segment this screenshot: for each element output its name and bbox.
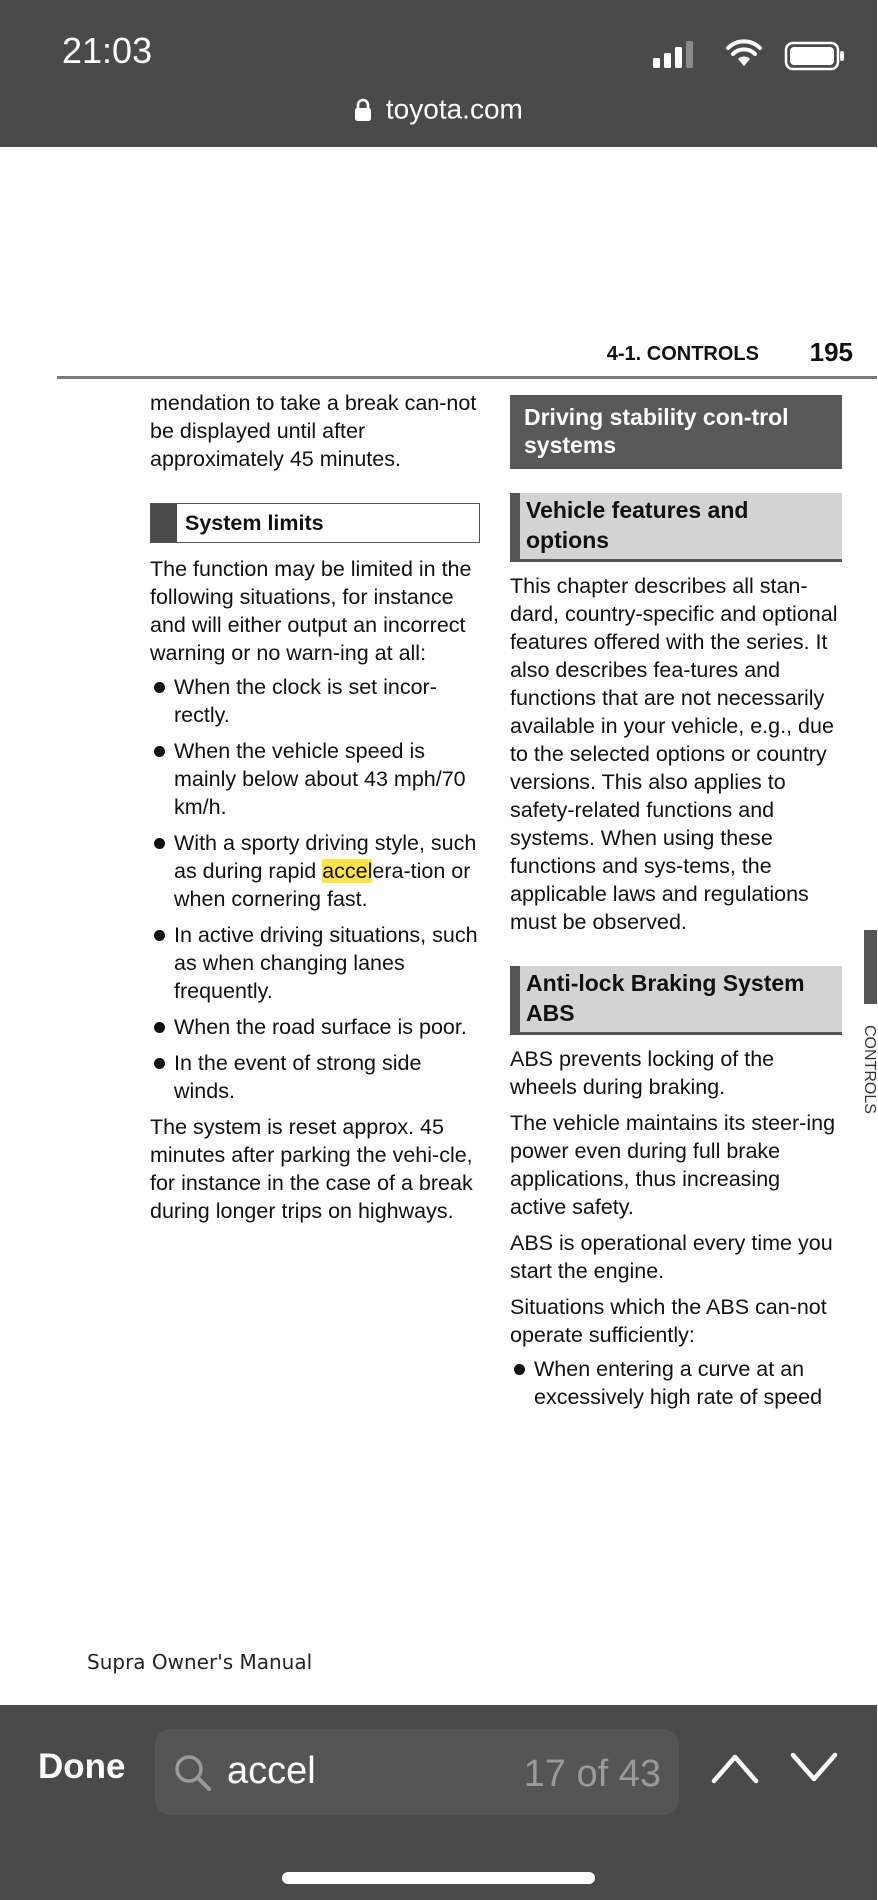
manual-footer: Supra Owner's Manual — [87, 1650, 313, 1674]
lock-icon — [354, 98, 372, 122]
bullet-icon — [514, 1364, 525, 1375]
search-match-highlight: accel — [322, 859, 373, 883]
reset-paragraph: The system is reset approx. 45 minutes after parking the vehi-cle, for instance in the case of a break during longer trips on highways. — [150, 1115, 473, 1223]
find-field[interactable] — [155, 1729, 679, 1815]
bullet-icon — [154, 838, 165, 849]
home-indicator[interactable] — [282, 1872, 595, 1884]
find-in-page-bar — [0, 1705, 877, 1900]
abs-list — [510, 1355, 842, 1411]
address-bar[interactable] — [0, 92, 877, 126]
bullet-icon — [154, 930, 165, 941]
chevron-up-icon[interactable] — [710, 1747, 760, 1787]
find-input[interactable] — [225, 1749, 489, 1794]
list-item: In the event of strong side winds. — [150, 1049, 480, 1105]
bullet-icon — [154, 682, 165, 693]
bullet-icon — [154, 746, 165, 757]
header-rule — [57, 376, 877, 379]
features-paragraph: This chapter describes all stan-dard, country-specific and optional features offered with the series. It also describes fea-tures and functions that are not necessarily available in your vehicle, e.g., due to the selected options or country versions. This also applies to safety-related functions and systems. When using these functions and sys-tems, the applicable laws and regulations must be observed. — [510, 574, 838, 934]
list-item: When the clock is set incor-rectly. — [150, 673, 480, 729]
chevron-down-icon[interactable] — [789, 1747, 839, 1787]
page-header — [0, 337, 877, 377]
document-page[interactable] — [0, 147, 877, 1705]
chapter-title: Driving stability con-trol systems — [510, 395, 842, 469]
bullet-icon — [154, 1022, 165, 1033]
list-item: In active driving situations, such as when changing lanes frequently. — [150, 921, 480, 1005]
battery-icon — [785, 42, 845, 70]
match-count: 17 of 43 — [523, 1753, 661, 1795]
heading-marker — [510, 966, 520, 1032]
intro-paragraph: mendation to take a break can-not be displayed until after approximately 45 minutes. — [150, 391, 477, 471]
list-item-highlighted: With a sporty driving style, such as during rapid accelera-tion or when cornering fast. — [150, 829, 480, 913]
left-column — [150, 389, 480, 1225]
search-icon — [173, 1753, 213, 1793]
features-heading: Vehicle features and options — [510, 493, 842, 562]
list-item: When entering a curve at an excessively high rate of speed — [510, 1355, 842, 1411]
right-column — [510, 395, 842, 1419]
browser-top-bar — [0, 0, 877, 147]
chapter-side-tab — [864, 930, 877, 1004]
section-label: 4-1. CONTROLS — [606, 343, 759, 365]
system-limits-heading: System limits — [150, 503, 480, 543]
abs-paragraph: ABS is operational every time you start the engine. — [510, 1231, 833, 1283]
abs-paragraph: Situations which the ABS can-not operate sufficiently: — [510, 1295, 827, 1347]
status-time: 21:03 — [62, 30, 153, 71]
side-tab-label: CONTROLS — [861, 1025, 878, 1114]
bullet-icon — [154, 1058, 165, 1069]
limits-list — [150, 673, 480, 1105]
list-item: When the vehicle speed is mainly below about 43 mph/70 km/h. — [150, 737, 480, 821]
system-limits-paragraph: The function may be limited in the following situations, for instance and will either output an incorrect warning or no warn-ing at all: — [150, 557, 472, 665]
page-number: 195 — [809, 337, 853, 367]
abs-heading: Anti-lock Braking System ABS — [510, 966, 842, 1035]
heading-marker — [151, 504, 177, 542]
url-text: toyota.com — [385, 93, 523, 125]
signal-icon — [653, 40, 697, 68]
list-item: When the road surface is poor. — [150, 1013, 480, 1041]
abs-paragraph: The vehicle maintains its steer-ing power even during full brake applications, thus increasing active safety. — [510, 1111, 836, 1219]
done-button[interactable]: Done — [38, 1747, 126, 1786]
wifi-icon — [725, 40, 763, 68]
heading-marker — [510, 493, 520, 559]
abs-paragraph: ABS prevents locking of the wheels during braking. — [510, 1047, 775, 1099]
